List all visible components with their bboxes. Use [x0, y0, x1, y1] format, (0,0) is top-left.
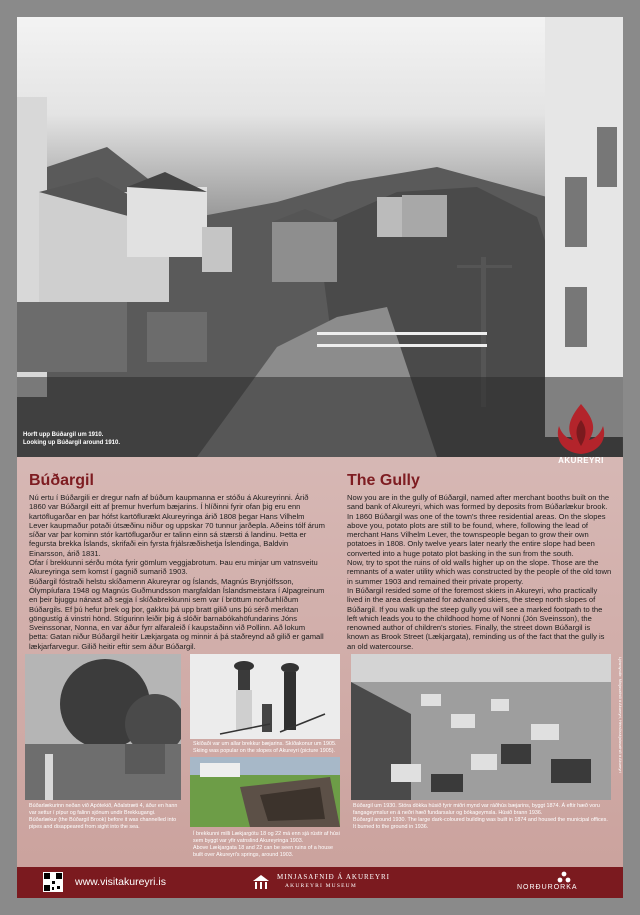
- nordurorka-logo-icon: [557, 870, 571, 882]
- paragraph: Búðargil fóstraði helstu skíðamenn Akureyrar og Íslands, Magnús Brynjólfsson, Ólympíufara 1948 og Magnús Guðmundsson margfaldan Íslandsmeistara í Alpagreinum en þeir bjuggu nánast að segja í skíðabrekkunni sem var í bröttum norðurhlíðum Búðargils. Ef þú hefur þrek og þor, gakktu þá upp bratt gilið uns þú sérð merktan göngustíg á vinstri hönd. Stígurinn leiðir þig á slóðir barnabókahöfundarins Jóns Sveinssonar, Nonna, en var áður fyrr alfaraleið í kaupstaðinn við Pollinn. Að lokum þetta: Gatan niður Búðargil heitir Lækjargata og minnir á þá staðreynd að gilið er gamall lækjarfarvegur. Gilið heitir eftir sem áður Búðargil.: [29, 576, 325, 651]
- caption-spring-ruins: Í brekkunni milli Lækjargötu 18 og 22 má enn sjá rústir af húsi sem byggt var yfir vatnslind Akureyringa 1903. Above Lækjargata 18 and 22 can be seen ruins of a house built over Akureyri's springs, around 1903.: [193, 831, 340, 858]
- photo-brook: [25, 654, 181, 800]
- paragraph: Now you are in the gully of Búðargil, named after merchant booths built on the sand bank of Akureyri, which was formed by deposits from Búðarlækur brook. In 1860 Búðargil was one of the town's three residential areas. On the slopes above you, potato plots are still to be found, where, following the lead of merchant Hans Vilhelm Lever, the townspeople began to grow their own potatoes in 1808. Only twelve years later nearly the entire slope had been converted into a huge potato plot basking in the sun from the south.: [347, 493, 610, 558]
- photo-skiers: [190, 654, 340, 739]
- paragraph: In Búðargil resided some of the foremost skiers in Akureyri, who practically lived in the area designated for advanced skiers, the steep north slopes of Búðargil. If you walk up the steep gully you will see a marked footpath to the left which leads you to the childhood home of Nonni (Jón Sveinsson), the renowned author of children's stories. Finally, the street down Búðargil is known as Brook Street (Lækjargata), reminding us of the fact that the gully is an old watercourse.: [347, 585, 605, 651]
- caption-brook: Búðarlækurinn neðan við Apótekið, Aðalstræti 4, áður en hann var settur í pípur og falinn sjónum undir Brekkugangi. Búðarlækur (the Búðargil Brook) before it was channelled into pipes and disappeared from sight into the sea.: [29, 803, 178, 830]
- hero-caption-en: Looking up Búðargil around 1910.: [23, 440, 121, 446]
- museum-name-en: AKUREYRI MUSEUM: [285, 883, 357, 889]
- body-icelandic: [29, 493, 325, 651]
- paragraph: Ofar í brekkunni sérðu móta fyrir gömlum veggjabrotum. Þau eru minjar um vatnsveitu Akureyringa sem komst í gagnið sumarið 1903.: [29, 558, 318, 577]
- footer: [17, 867, 623, 898]
- body-english: [347, 493, 613, 651]
- hero-photo: [17, 17, 623, 457]
- photo-credit: Ljósmyndir: Minjasafnið á Akureyri, Héraðsskjalasafnið á Akureyri: [618, 657, 623, 773]
- paragraph: Now, try to spot the ruins of old walls higher up on the slope. Those are the remnants of a water utility which was constructed by the people of the old town in summer 1903 and remained their private property.: [347, 558, 612, 586]
- hero-photo-illustration: [17, 17, 623, 457]
- hero-caption: [23, 431, 120, 447]
- photo-town-1930: [351, 654, 611, 800]
- title-english: The Gully: [347, 472, 420, 489]
- akureyri-logo: [545, 402, 617, 468]
- hero-caption-ic: Horft upp Búðargil um 1910.: [23, 432, 104, 438]
- caption-skiers: Skíðaði var um allar brekkur bæjarins. Skíðakonur um 1905. Skiing was popular on the slopes of Akureyri (picture 1905).: [193, 741, 337, 754]
- poster: [17, 17, 623, 898]
- caption-town-1930: Búðargil um 1930. Stóra dökka húsið fyrir miðri mynd var ráðhús bæjarins, byggt 1874. Á eftir hæð voru fangageymslur en á neðri hæð fundarsalur og bókageymsla. Húsið brann 1936. Búðargil around 1930. The large dark-coloured building was built in 1874 and housed the municipal offices. It burned to the ground in 1936.: [353, 803, 608, 830]
- logo-text: AKUREYRI: [558, 456, 604, 465]
- paragraph: Nú ertu í Búðargili er dregur nafn af búðum kaupmanna er stóðu á Akureyrinni. Árið 1860 var Búðargil eitt af þremur hverfum bæjarins. Í hlíðinni fyrir ofan þig eru enn kartöflugarðar en þar hófst kartöflurækt Akureyringa árið 1808 þegar Hans Vilhelm Lever kaupmaður potaði útsæðinu niður og uppskar 70 tunnur jarðepla. Aðeins tólf árum síðar var þar kominn stór kartöflugarður er talinn einn sá stærsti á landinu. Þetta er fegursta brekka Íslands, skrifaði ein fyrsta frjálsræðishetja Íslendinga, Baldvin Einarsson, árið 1831.: [29, 493, 325, 558]
- museum-name-ic: MINJASAFNIÐ Á AKUREYRI: [277, 873, 391, 881]
- partner-logo-text: NORÐURORKA: [517, 884, 578, 891]
- qr-code-icon: [43, 872, 63, 892]
- museum-logo-icon: [251, 873, 271, 891]
- title-icelandic: Búðargil: [29, 472, 94, 489]
- photo-spring-ruins: [190, 757, 340, 827]
- flame-icon: [545, 402, 617, 456]
- website-link[interactable]: www.visitakureyri.is: [75, 876, 167, 888]
